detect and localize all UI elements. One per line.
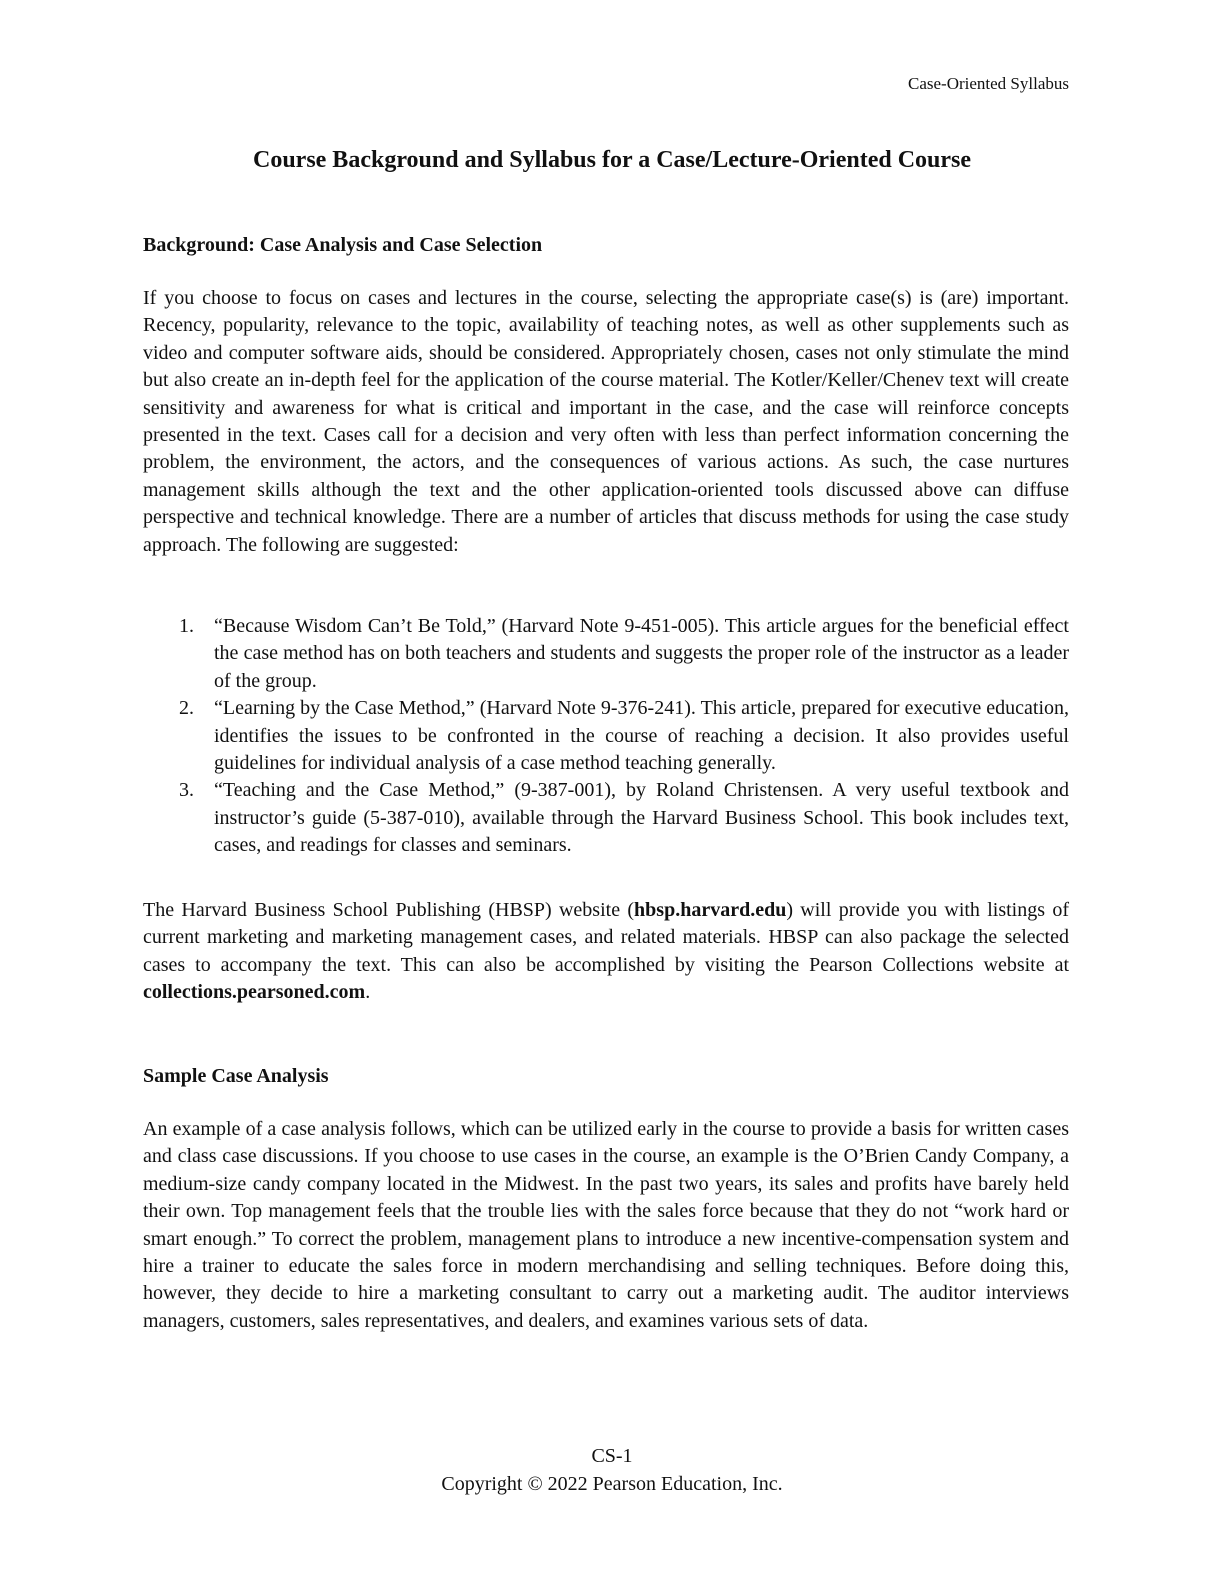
list-item-number: 2. [179, 697, 194, 720]
background-paragraph: If you choose to focus on cases and lectures in the course, selecting the appropriate case(s) is (are) important. Recency, popularity, relevance to the topic, availability of teaching notes, as well as other supplements such as video and computer software aids, should be considered. Appropriately chosen, cases not only stimulate the mind but also create an in-depth feel for the application of the course material. The Kotler/Keller/Chenev text will create sensitivity and awareness for what is critical and important in the case, and the case will reinforce concepts presented in the text. Cases call for a decision and very often with less than perfect information concerning the problem, the environment, the actors, and the consequences of various actions. As such, the case nurtures management skills although the text and the other application-oriented tools discussed above can diffuse perspective and technical knowledge. There are a number of articles that discuss methods for using the case study approach. The following are suggested: [143, 287, 1069, 556]
list-item-number: 3. [179, 779, 194, 802]
hbsp-paragraph [143, 897, 1069, 1007]
list-item [143, 777, 1069, 859]
sample-case-paragraph: An example of a case analysis follows, which can be utilized early in the course to provide a basis for written cases and class case discussions. If you choose to use cases in the course, an example is the O’Brien Candy Company, a medium-size candy company located in the Midwest. In the past two years, its sales and profits have barely held their own. Top management feels that the trouble lies with the sales force because that they do not “work hard or smart enough.” To correct the problem, management plans to introduce a new incentive-compensation system and hire a trainer to educate the sales force in modern merchandising and selling techniques. Before doing this, however, they decide to hire a marketing consultant to carry out a marketing audit. The auditor interviews managers, customers, sales representatives, and dealers, and examines various sets of data. [143, 1118, 1069, 1332]
section-heading-background: Background: Case Analysis and Case Selection [143, 234, 543, 256]
document-title: Course Background and Syllabus for a Case/Lecture-Oriented Course [252, 147, 972, 173]
hbsp-text-1: The Harvard Business School Publishing (HBSP) website ( [143, 899, 635, 921]
hbsp-website-link[interactable]: hbsp.harvard.edu [634, 899, 787, 921]
hbsp-text-2: ) will provide you with listings of current marketing and marketing management cases, and related materials. HBSP can also package the selected cases to accompany the text. This can also be accomplished by visiting the Pearson Collections website at [143, 899, 1069, 976]
list-item [143, 695, 1069, 777]
list-item-text: “Because Wisdom Can’t Be Told,” (Harvard Note 9-451-005). This article argues for the beneficial effect the case method has on both teachers and students and suggests the proper role of the instructor as a leader of the group. [214, 615, 1069, 692]
page-number: CS-1 [591, 1445, 633, 1467]
hbsp-text-3: . [365, 981, 371, 1004]
section-heading-sample-case: Sample Case Analysis [143, 1065, 329, 1087]
list-item-text: “Learning by the Case Method,” (Harvard Note 9-376-241). This article, prepared for executive education, identifies the issues to be confronted in the course of reaching a decision. It also provides useful guidelines for individual analysis of a case method teaching generally. [214, 697, 1069, 775]
list-item-number: 1. [179, 615, 194, 637]
pearson-collections-link[interactable]: collections.pearsoned.com [143, 981, 366, 1004]
copyright-notice: Copyright © 2022 Pearson Education, Inc. [441, 1473, 783, 1495]
list-item [143, 613, 1069, 695]
running-header: Case-Oriented Syllabus [908, 74, 1069, 93]
list-item-text: “Teaching and the Case Method,” (9-387-001), by Roland Christensen. A very useful textbook and instructor’s guide (5-387-010), available through the Harvard Business School. This book includes text, cases, and readings for classes and seminars. [214, 779, 1069, 857]
reference-list [143, 613, 1069, 860]
